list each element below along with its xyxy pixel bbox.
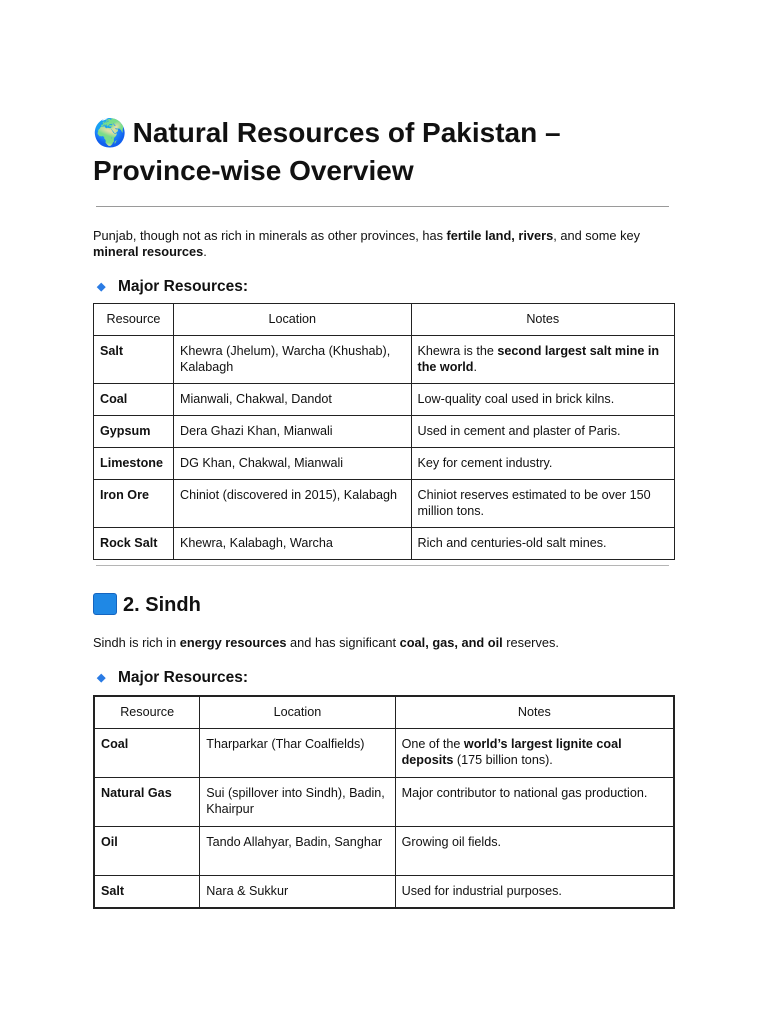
- punjab-intro: Punjab, though not as rich in minerals as other provinces, has fertile land, rivers, and some key mineral resources.: [93, 228, 641, 259]
- notes-cell: One of the world’s largest lignite coal deposits (175 billion tons).: [395, 729, 674, 778]
- diamond-icon: ◆: [97, 672, 106, 684]
- divider: [96, 206, 669, 207]
- globe-icon: 🌍: [93, 118, 127, 148]
- table-row: [94, 480, 675, 528]
- table-row: [94, 778, 674, 827]
- column-header: Location: [200, 696, 395, 729]
- column-header: Notes: [395, 696, 674, 729]
- notes-cell: Growing oil fields.: [395, 827, 674, 876]
- location-cell: Mianwali, Chakwal, Dandot: [173, 384, 411, 416]
- notes-cell: Low-quality coal used in brick kilns.: [411, 384, 674, 416]
- location-cell: DG Khan, Chakwal, Mianwali: [173, 448, 411, 480]
- resource-cell: Coal: [94, 729, 200, 778]
- table-row: [94, 448, 675, 480]
- table-row: [94, 384, 675, 416]
- location-cell: Nara & Sukkur: [200, 876, 395, 909]
- resource-cell: Oil: [94, 827, 200, 876]
- column-header: Location: [173, 304, 411, 336]
- location-cell: Sui (spillover into Sindh), Badin, Khairpur: [200, 778, 395, 827]
- sindh-heading: 2. Sindh: [93, 592, 201, 618]
- location-cell: Tharparkar (Thar Coalfields): [200, 729, 395, 778]
- notes-cell: Major contributor to national gas production.: [395, 778, 674, 827]
- sindh-subheading: ◆ Major Resources:: [97, 669, 249, 686]
- column-header: Resource: [94, 696, 200, 729]
- resource-cell: Coal: [94, 384, 174, 416]
- resource-cell: Limestone: [94, 448, 174, 480]
- resource-cell: Salt: [94, 336, 174, 384]
- table-row: [94, 876, 674, 909]
- resource-cell: Rock Salt: [94, 528, 174, 560]
- sindh-intro: Sindh is rich in energy resources and has significant coal, gas, and oil reserves.: [93, 635, 559, 650]
- diamond-icon: ◆: [97, 281, 106, 293]
- table-row: [94, 528, 675, 560]
- resource-cell: Natural Gas: [94, 778, 200, 827]
- divider: [96, 565, 669, 566]
- table-header-row: [94, 304, 675, 336]
- table-row: [94, 336, 675, 384]
- table-row: [94, 827, 674, 876]
- location-cell: Tando Allahyar, Badin, Sanghar: [200, 827, 395, 876]
- location-cell: Chiniot (discovered in 2015), Kalabagh: [173, 480, 411, 528]
- location-cell: Dera Ghazi Khan, Mianwali: [173, 416, 411, 448]
- table-row: [94, 729, 674, 778]
- blue-square-icon: [93, 593, 117, 615]
- table-header-row: [94, 696, 674, 729]
- punjab-resources-table: [93, 303, 675, 560]
- column-header: Resource: [94, 304, 174, 336]
- page-title: [93, 114, 675, 189]
- punjab-subheading: ◆ Major Resources:: [97, 278, 249, 295]
- notes-cell: Used for industrial purposes.: [395, 876, 674, 909]
- notes-cell: Rich and centuries-old salt mines.: [411, 528, 674, 560]
- notes-cell: Key for cement industry.: [411, 448, 674, 480]
- location-cell: Khewra (Jhelum), Warcha (Khushab), Kalabagh: [173, 336, 411, 384]
- resource-cell: Salt: [94, 876, 200, 909]
- location-cell: Khewra, Kalabagh, Warcha: [173, 528, 411, 560]
- column-header: Notes: [411, 304, 674, 336]
- notes-cell: Chiniot reserves estimated to be over 150 million tons.: [411, 480, 674, 528]
- resource-cell: Gypsum: [94, 416, 174, 448]
- notes-cell: Used in cement and plaster of Paris.: [411, 416, 674, 448]
- table-row: [94, 416, 675, 448]
- resource-cell: Iron Ore: [94, 480, 174, 528]
- sindh-resources-table: [93, 695, 675, 909]
- notes-cell: Khewra is the second largest salt mine in the world.: [411, 336, 674, 384]
- page-title-text: Natural Resources of Pakistan – Province-wise Overview: [93, 117, 561, 186]
